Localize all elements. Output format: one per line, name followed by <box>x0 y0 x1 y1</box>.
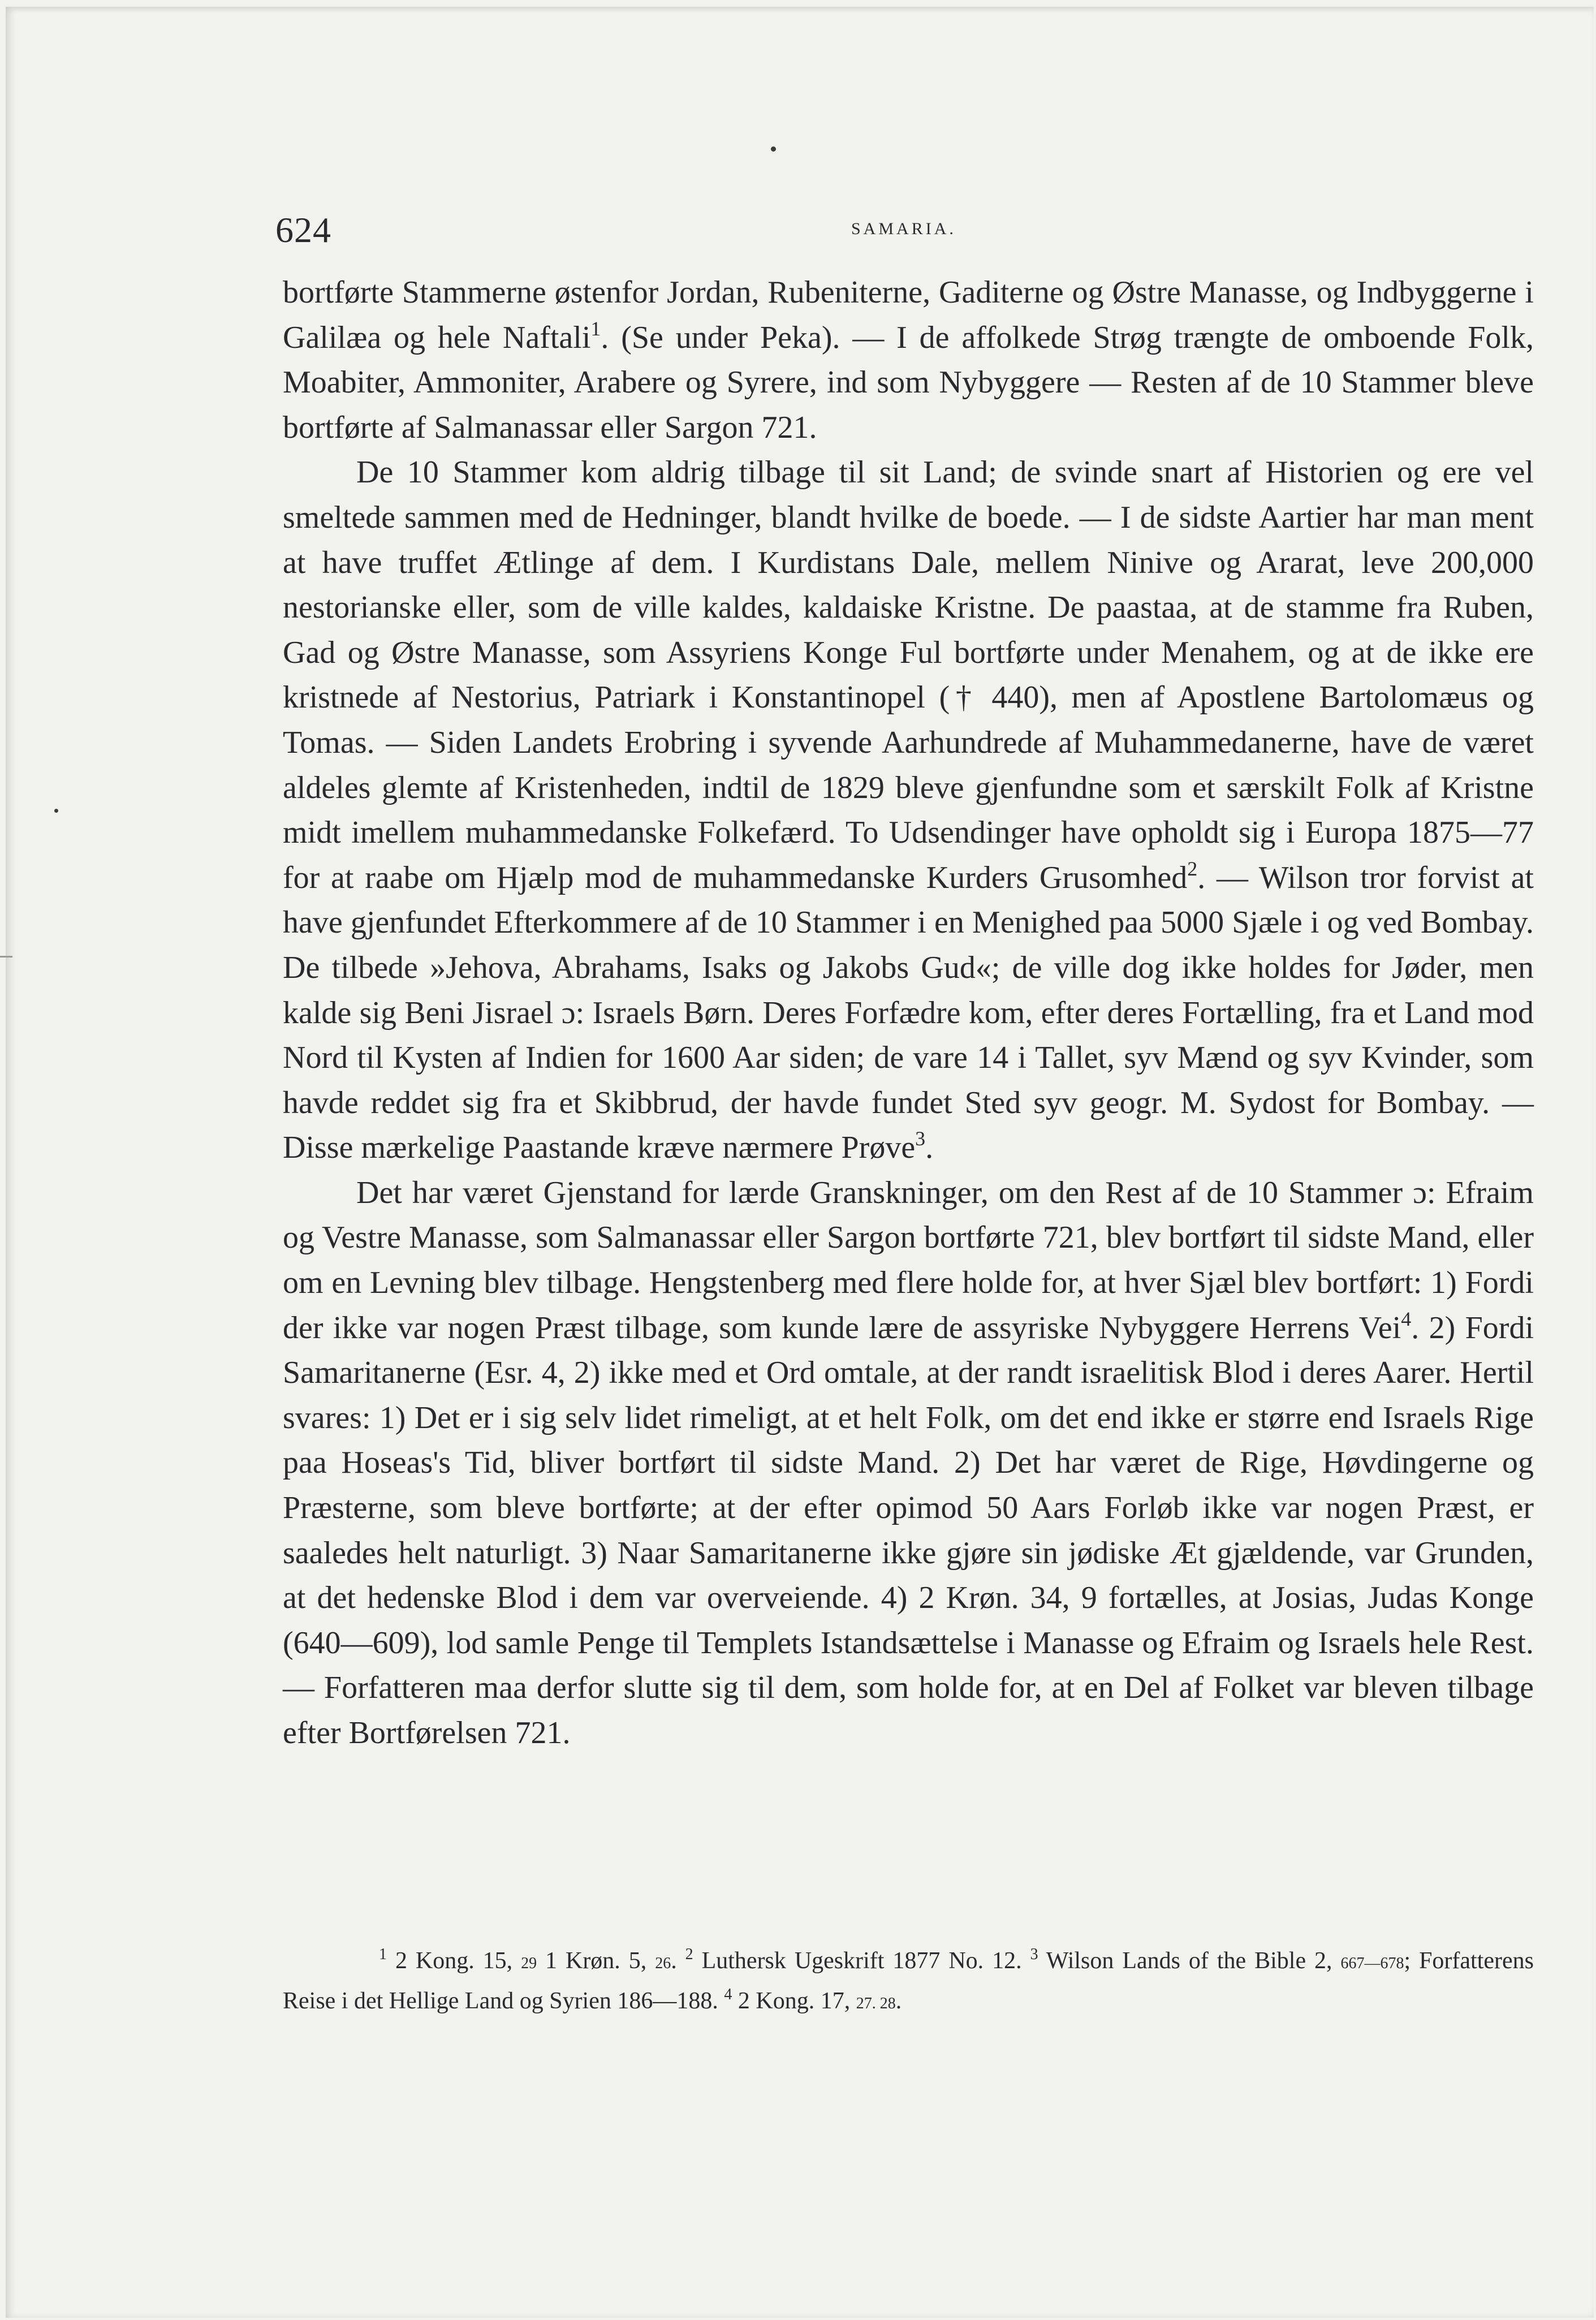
paragraph-3 <box>283 1171 1534 1756</box>
verse-number: 29 <box>521 1955 537 1972</box>
text-run: 2 Kong. 17, <box>732 1988 856 2014</box>
footnote-ref: 4 <box>724 1986 732 2003</box>
text-run: . <box>925 1130 934 1166</box>
footnote-ref: 4 <box>1401 1307 1412 1330</box>
footnote-ref: 1 <box>379 1946 387 1963</box>
print-speck <box>771 146 776 152</box>
footnote-block <box>283 1942 1534 2023</box>
text-run: . (Se under Peka). — I de affolkede Strøg trængte de omboende Folk, Moabiter, Ammoniter, Arabere og Syrere, ind som Nybyggere — Resten af de 10 Stammer bleve bortførte af Salmanassar eller Sargon 721. <box>283 320 1534 445</box>
verse-number: 667—678 <box>1340 1955 1404 1972</box>
text-run: Det har været Gjenstand for lærde Granskninger, om den Rest af de 10 Stammer ɔ: Efraim og Vestre Manasse, som Salmanassar eller Sargon bortførte 721, blev bortført til sidste Mand, eller om en Levning blev tilbage. Hengstenberg med flere holde for, at hver Sjæl blev bortført: 1) Fordi der ikke var nogen Præst tilbage, som kunde lære de assyriske Nybyggere Herrens Vei <box>283 1175 1534 1346</box>
footnote-ref: 3 <box>1030 1946 1038 1963</box>
page-header <box>275 209 1537 249</box>
text-run: . <box>895 1988 902 2014</box>
footnote-ref: 3 <box>915 1127 926 1150</box>
text-run: Wilson Lands of the Bible 2, <box>1038 1948 1341 1974</box>
text-run: . 2) Fordi Samaritanerne (Esr. 4, 2) ikke med et Ord omtale, at der randt israelitisk Blod i deres Aarer. Hertil svares: 1) Det er i sig selv lidet rimeligt, at et helt Folk, om det end ikke er større end Israels Rige paa Hoseas's Tid, bliver bortført til sidste Mand. 2) Det har været de Rige, Høvdingerne og Præsterne, som bleve bortførte; at der efter opimod 50 Aars Forløb ikke var nogen Præst, er saaledes helt naturligt. 3) Naar Samaritanerne ikke gjøre sin jødiske Æt gjældende, var Grunden, at det hedenske Blod i dem var overveiende. 4) 2 Krøn. 34, 9 fortælles, at Josias, Judas Konge (640—609), lod samle Penge til Templets Istandsættelse i Manasse og Efraim og Israels hele Rest. — Forfatteren maa derfor slutte sig til dem, som holde for, at en Del af Folket var bleven tilbage efter Bortførelsen 721. <box>283 1310 1534 1750</box>
text-run: Luthersk Ugeskrift 1877 No. 12. <box>693 1948 1030 1974</box>
footnotes <box>283 1942 1534 2023</box>
text-run: De 10 Stammer kom aldrig tilbage til sit Land; de svinde snart af Historien og ere vel smeltede sammen med de Hedninger, blandt hvilke de boede. — I de sidste Aartier har man ment at have truffet Ætlinge af dem. I Kurdistans Dale, mellem Ninive og Ararat, leve 200,000 nestorianske eller, som de ville kaldes, kaldaiske Kristne. De paastaa, at de stamme fra Ruben, Gad og Østre Manasse, som Assyriens Konge Ful bortførte under Menahem, og at de ikke ere kristnede af Nestorius, Patriark i Konstantinopel († 440), men af Apostlene Bartolomæus og Tomas. — Siden Landets Erobring i syvende Aarhundrede af Muhammedanerne, have de været aldeles glemte af Kristenheden, indtil de 1829 bleve gjenfundne som et særskilt Folk af Kristne midt imellem muhammedanske Folkefærd. To Udsendinger have opholdt sig i Europa 1875—77 for at raabe om Hjælp mod de muhammedanske Kurders Grusomhed <box>283 455 1534 895</box>
footnote-ref: 1 <box>590 317 601 340</box>
paragraph-1 <box>283 270 1534 450</box>
text-run: . <box>671 1948 685 1974</box>
text-run: ; Forfatterens Reise i det Hellige Land og Syrien 186—188. <box>283 1948 1534 2014</box>
text-run: bortførte Stammerne østenfor Jordan, Rubeniterne, Gaditerne og Østre Manasse, og Indbyggerne i Galilæa og hele Naftali <box>283 275 1534 355</box>
page-number: 624 <box>275 210 331 250</box>
body-text <box>283 270 1534 1756</box>
print-speck <box>54 809 58 813</box>
footnote-ref: 2 <box>685 1946 693 1963</box>
running-title: SAMARIA. <box>851 219 956 238</box>
footnote-ref: 2 <box>1187 857 1198 880</box>
text-run: 1 Krøn. 5, <box>537 1948 655 1974</box>
verse-number: 27. 28 <box>856 1995 896 2012</box>
page-edge-mark <box>0 956 12 958</box>
text-run: . — Wilson tror forvist at have gjenfundet Efterkommere af de 10 Stammer i en Menighed paa 5000 Sjæle i og ved Bombay. De tilbede »Jehova, Abrahams, Isaks og Jakobs Gud«; de ville dog ikke holdes for Jøder, men kalde sig Beni Jisrael ɔ: Israels Børn. Deres Forfædre kom, efter deres Fortælling, fra et Land mod Nord til Kysten af Indien for 1600 Aar siden; de vare 14 i Tallet, syv Mænd og syv Kvinder, som havde reddet sig fra et Skibbrud, der havde fundet Sted syv geogr. M. Sydost for Bombay. — Disse mærkelige Paastande kræve nærmere Prøve <box>283 860 1534 1166</box>
paragraph-2 <box>283 450 1534 1171</box>
text-run: 2 Kong. 15, <box>387 1948 521 1974</box>
verse-number: 26 <box>655 1955 671 1972</box>
